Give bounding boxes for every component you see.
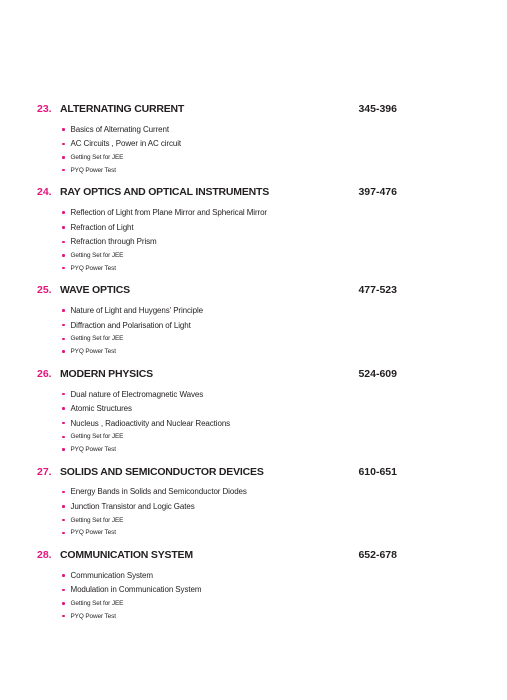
bullet-icon	[62, 156, 65, 159]
chapter-header	[37, 549, 397, 565]
topic-item	[60, 249, 397, 262]
chapter-number: 27.	[37, 465, 52, 478]
bullet-icon	[62, 519, 65, 522]
topic-list	[37, 303, 397, 357]
chapter-page-range: 524-609	[358, 367, 397, 380]
topic-item	[60, 345, 397, 358]
bullet-icon	[62, 491, 65, 494]
chapter-header	[37, 284, 397, 300]
bullet-icon	[62, 505, 65, 508]
chapter-title: WAVE OPTICS	[60, 284, 130, 297]
topic-list	[37, 205, 397, 274]
topic-label: PYQ Power Test	[70, 347, 116, 355]
topic-item	[60, 205, 397, 220]
topic-label: Basics of Alternating Current	[70, 124, 169, 134]
topic-item	[60, 318, 397, 333]
topic-item	[60, 568, 397, 583]
topic-item	[60, 151, 397, 164]
chapter-page-range: 397-476	[358, 186, 397, 199]
chapter-entry	[37, 368, 397, 456]
topic-label: Getting Set for JEE	[70, 516, 124, 524]
bullet-icon	[62, 241, 65, 244]
chapter-entry	[37, 186, 397, 274]
chapter-entry	[37, 549, 397, 622]
topic-item	[60, 333, 397, 346]
chapter-header	[37, 368, 397, 384]
chapter-header	[37, 186, 397, 202]
bullet-icon	[62, 226, 65, 229]
chapter-title: RAY OPTICS AND OPTICAL INSTRUMENTS	[60, 186, 270, 199]
topic-item	[60, 431, 397, 444]
topic-item	[60, 597, 397, 610]
chapter-page-range: 610-651	[358, 465, 397, 478]
bullet-icon	[62, 532, 65, 535]
bullet-icon	[62, 338, 65, 341]
topic-item	[60, 514, 397, 527]
chapter-entry	[37, 103, 397, 176]
topic-label: Getting Set for JEE	[70, 600, 124, 608]
bullet-icon	[62, 211, 65, 214]
chapter-entry	[37, 284, 397, 357]
topic-label: Junction Transistor and Logic Gates	[70, 502, 195, 512]
topic-label: Dual nature of Electromagnetic Waves	[70, 389, 204, 399]
chapter-number: 26.	[37, 367, 52, 380]
topic-label: AC Circuits , Power in AC circuit	[70, 139, 182, 149]
chapter-title: MODERN PHYSICS	[60, 367, 153, 380]
topic-item	[60, 303, 397, 318]
topic-list	[37, 568, 397, 622]
topic-label: Getting Set for JEE	[70, 153, 124, 161]
bullet-icon	[62, 267, 65, 270]
topic-label: Nature of Light and Huygens' Principle	[70, 306, 203, 316]
bullet-icon	[62, 615, 65, 618]
chapter-title: SOLIDS AND SEMICONDUCTOR DEVICES	[60, 465, 264, 478]
topic-item	[60, 526, 397, 539]
topic-label: Refraction through Prism	[70, 237, 157, 247]
bullet-icon	[62, 169, 65, 172]
bullet-icon	[62, 436, 65, 439]
topic-label: Nucleus , Radioactivity and Nuclear Reactions	[70, 418, 231, 428]
topic-label: Getting Set for JEE	[70, 251, 124, 259]
chapter-page-range: 477-523	[358, 284, 397, 297]
topic-label: PYQ Power Test	[70, 166, 116, 174]
chapter-entry	[37, 466, 397, 539]
chapter-header	[37, 103, 397, 119]
topic-item	[60, 137, 397, 152]
topic-item	[60, 164, 397, 177]
topic-label: Modulation in Communication System	[70, 585, 202, 595]
topic-item	[60, 610, 397, 623]
topic-list	[37, 485, 397, 539]
bullet-icon	[62, 407, 65, 410]
topic-item	[60, 583, 397, 598]
bullet-icon	[62, 309, 65, 312]
topic-item	[60, 416, 397, 431]
table-of-contents	[37, 103, 397, 632]
topic-label: PYQ Power Test	[70, 612, 116, 620]
topic-item	[60, 122, 397, 137]
chapter-page-range: 345-396	[358, 103, 397, 115]
chapter-title: ALTERNATING CURRENT	[60, 103, 185, 115]
topic-label: Getting Set for JEE	[70, 433, 124, 441]
bullet-icon	[62, 324, 65, 327]
topic-item	[60, 401, 397, 416]
chapter-page-range: 652-678	[358, 549, 397, 562]
topic-label: Atomic Structures	[70, 404, 132, 414]
topic-item	[60, 485, 397, 500]
topic-list	[37, 122, 397, 176]
bullet-icon	[62, 602, 65, 605]
topic-list	[37, 387, 397, 456]
topic-label: Diffraction and Polarisation of Light	[70, 320, 191, 330]
topic-label: Refraction of Light	[70, 222, 134, 232]
chapter-title: COMMUNICATION SYSTEM	[60, 549, 193, 562]
topic-label: PYQ Power Test	[70, 529, 116, 537]
bullet-icon	[62, 128, 65, 131]
topic-label: Reflection of Light from Plane Mirror and Spherical Mirror	[70, 208, 268, 218]
topic-item	[60, 499, 397, 514]
topic-item	[60, 220, 397, 235]
topic-item	[60, 443, 397, 456]
chapter-number: 25.	[37, 284, 52, 297]
topic-item	[60, 387, 397, 402]
topic-label: Communication System	[70, 570, 153, 580]
chapter-number: 24.	[37, 186, 52, 199]
chapter-number: 28.	[37, 549, 52, 562]
bullet-icon	[62, 143, 65, 146]
bullet-icon	[62, 393, 65, 396]
bullet-icon	[62, 254, 65, 257]
bullet-icon	[62, 574, 65, 577]
bullet-icon	[62, 448, 65, 451]
chapter-header	[37, 466, 397, 482]
chapter-number: 23.	[37, 103, 52, 115]
topic-label: PYQ Power Test	[70, 445, 116, 453]
topic-item	[60, 235, 397, 250]
bullet-icon	[62, 589, 65, 592]
bullet-icon	[62, 350, 65, 353]
topic-label: Getting Set for JEE	[70, 335, 124, 343]
topic-label: Energy Bands in Solids and Semiconductor Diodes	[70, 487, 247, 497]
bullet-icon	[62, 422, 65, 425]
topic-label: PYQ Power Test	[70, 264, 116, 272]
topic-item	[60, 262, 397, 275]
